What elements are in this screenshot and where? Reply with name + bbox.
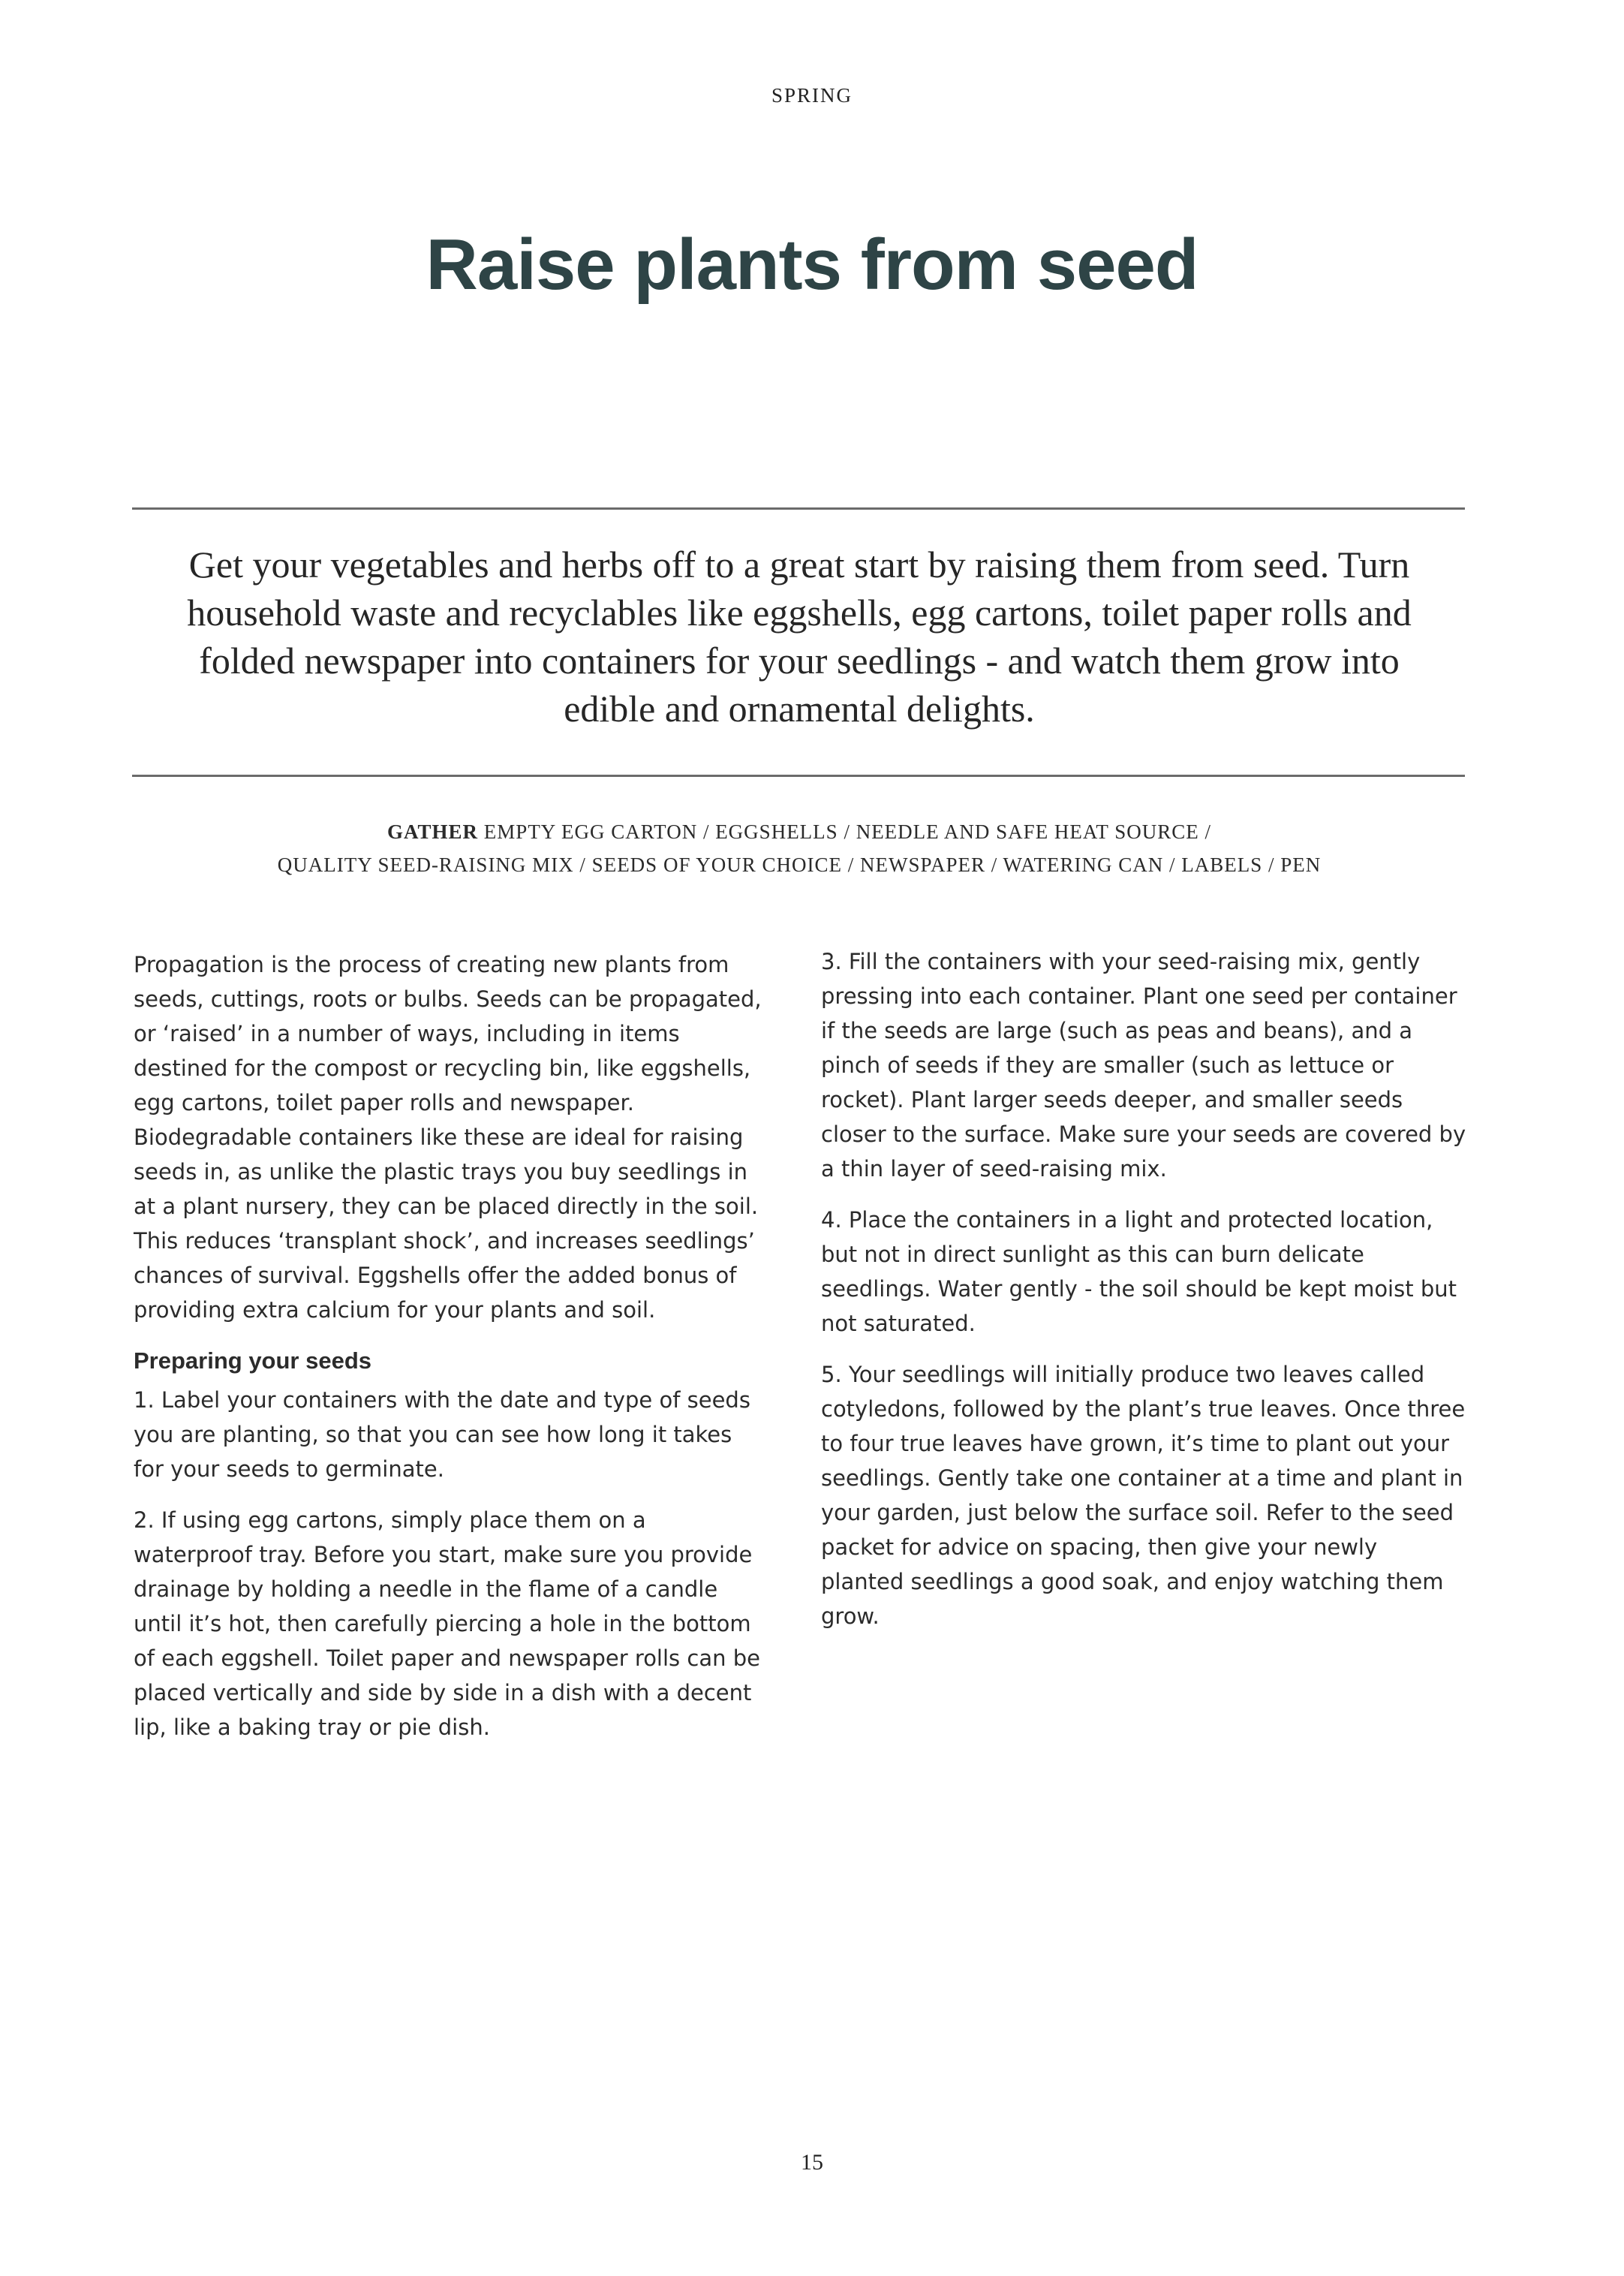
gather-items-line-1: EMPTY EGG CARTON / EGGSHELLS / NEEDLE AND SAFE HEAT SOURCE /	[483, 820, 1211, 843]
gather-items-line-2: QUALITY SEED-RAISING MIX / SEEDS OF YOUR CHOICE / NEWSPAPER / WATERING CAN / LABELS / PEN	[277, 854, 1322, 876]
step-2: 2. If using egg cartons, simply place them on a waterproof tray. Before you start, make sure you provide drainage by holding a needle in the flame of a candle until it’s hot, then carefully piercing a hole in the bottom of each eggshell. Toilet paper and newspaper rolls can be placed vertically and side by side in a dish with a decent lip, like a baking tray or pie dish.	[134, 1507, 760, 1740]
step-3: 3. Fill the containers with your seed-raising mix, gently pressing into each container. Plant one seed per container if the seeds are large (such as peas and beans), and a pinch of seeds if they are smaller (such as lettuce or rocket). Plant larger seeds deeper, and smaller seeds closer to the surface. Make sure your seeds are covered by a thin layer of seed-raising mix.	[821, 949, 1466, 1182]
gather-label: GATHER	[387, 820, 479, 843]
page-title: Raise plants from seed	[426, 224, 1198, 305]
subheading-preparing: Preparing your seeds	[134, 1347, 372, 1374]
divider-top	[132, 507, 1465, 510]
intro-standfirst: Get your vegetables and herbs off to a great start by raising them from seed. Turn household waste and recyclables like eggshells, egg cartons, toilet paper rolls and folded newspaper into containers for your seedlings - and watch them grow into edible and ornamental delights.	[187, 543, 1412, 730]
intro-paragraph: Propagation is the process of creating new plants from seeds, cuttings, roots or bulbs. Seeds can be propagated, or ‘raised’ in a number of ways, including in items destined for the compost or recycling bin, like eggshells, egg cartons, toilet paper rolls and newspaper. Biodegradable containers like these are ideal for raising seeds in, as unlike the plastic trays you buy seedlings in at a plant nursery, they can be placed directly in the soil. This reduces ‘transplant shock’, and increases seedlings’ chances of survival. Eggshells offer the added bonus of providing extra calcium for your plants and soil.	[134, 952, 762, 1323]
body-column-right	[821, 944, 1466, 1650]
step-1: 1. Label your containers with the date and type of seeds you are planting, so that you can see how long it takes for your seeds to germinate.	[134, 1387, 750, 1482]
body-column-left	[134, 947, 764, 1761]
step-5: 5. Your seedlings will initially produce two leaves called cotyledons, followed by the plant’s true leaves. Once three to four true leaves have grown, it’s time to plant out your seedlings. Gently take one container at a time and plant in your garden, just below the surface soil. Refer to the seed packet for advice on spacing, then give your newly planted seedlings a good soak, and enjoy watching them grow.	[821, 1362, 1466, 1629]
divider-bottom	[132, 775, 1465, 777]
gather-list	[150, 815, 1448, 881]
step-4: 4. Place the containers in a light and protected location, but not in direct sunlight as this can burn delicate seedlings. Water gently - the soil should be kept moist but not saturated.	[821, 1207, 1457, 1336]
page-number: 15	[801, 2150, 823, 2175]
section-label: SPRING	[771, 84, 853, 107]
gather-line-1	[150, 815, 1448, 848]
